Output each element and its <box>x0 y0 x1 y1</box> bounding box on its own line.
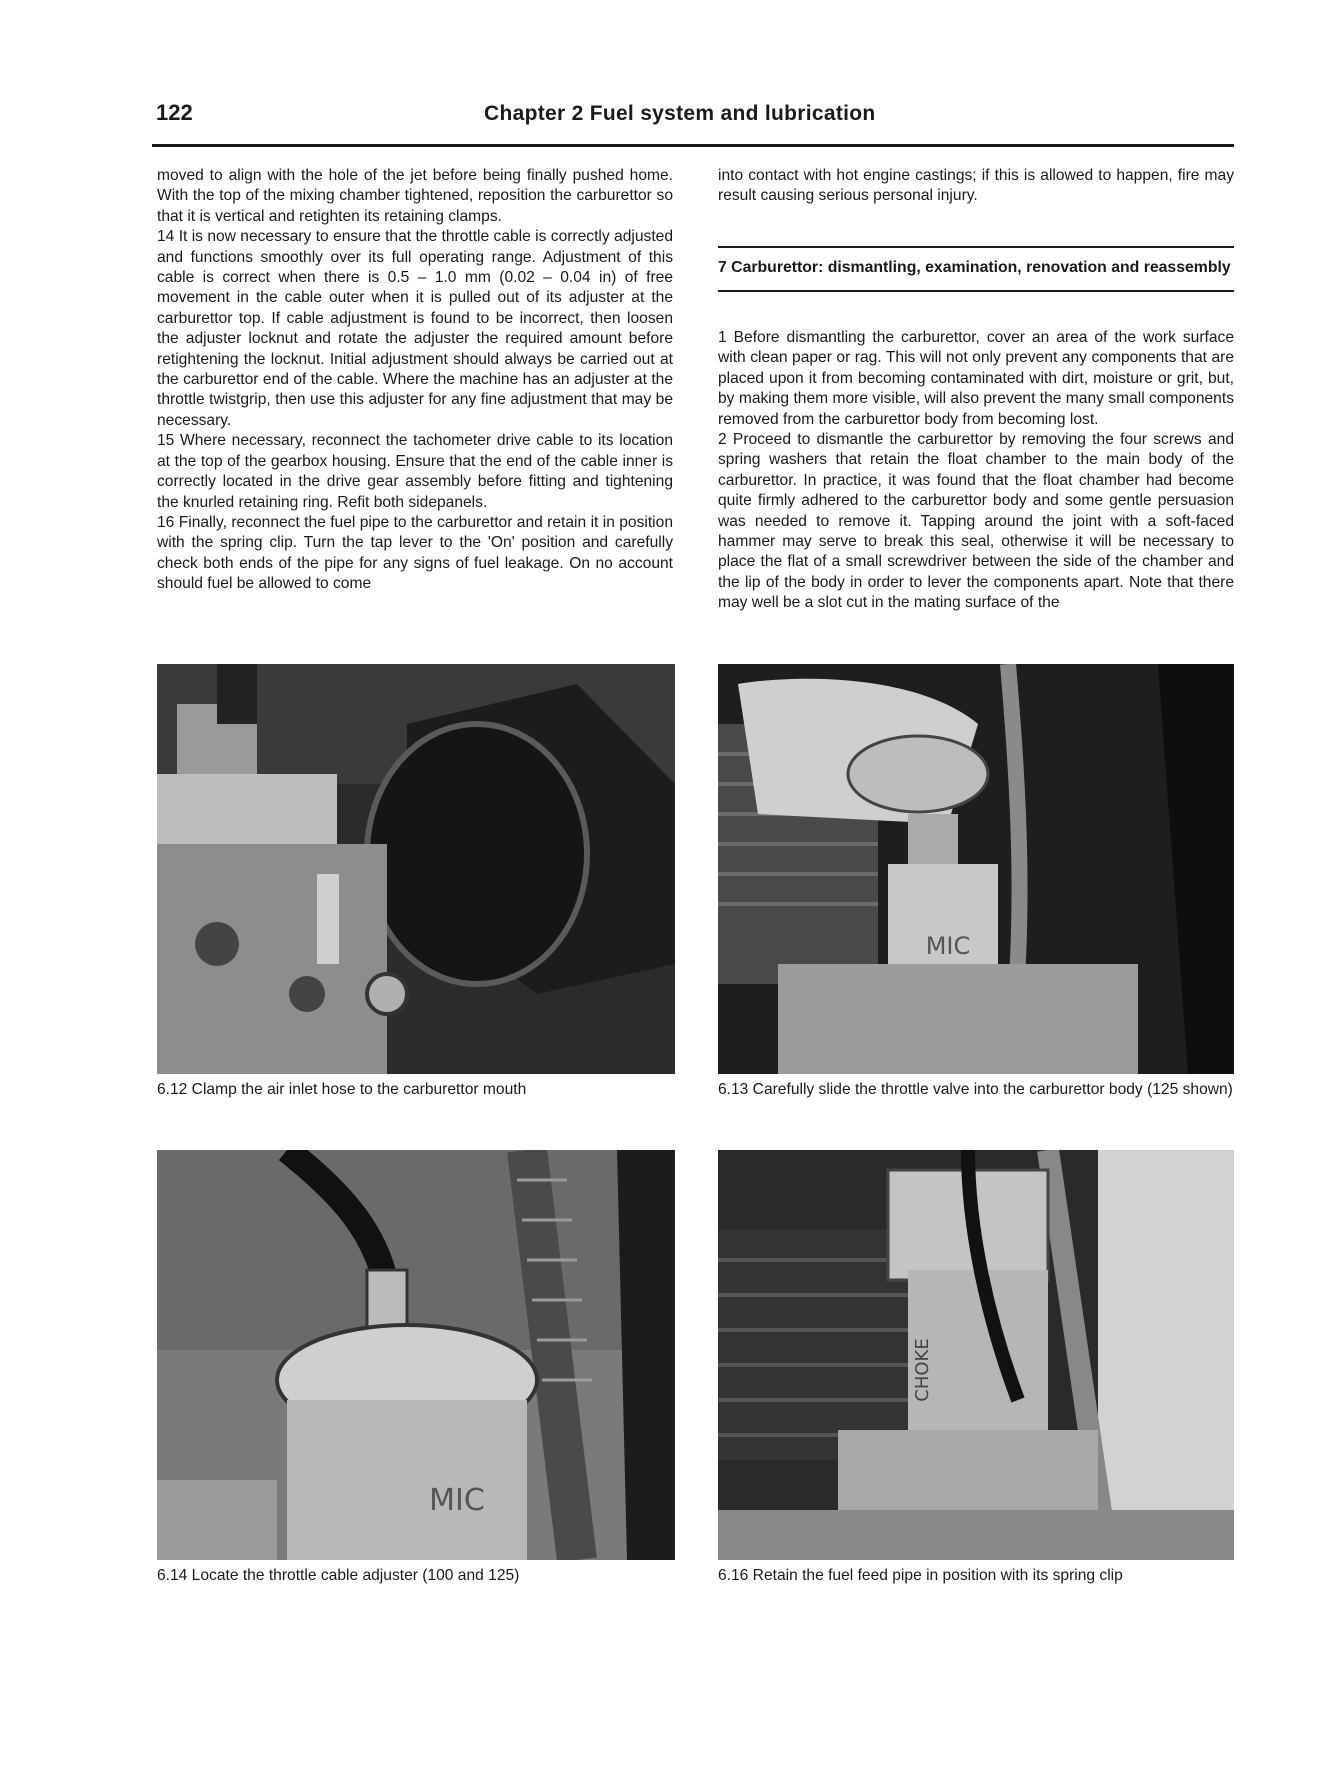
section-title: 7 Carburettor: dismantling, examination, renovation and reassembly <box>718 259 1231 276</box>
choke-mark: CHOKE <box>912 1338 933 1402</box>
right-text-intro <box>718 166 1234 207</box>
page-number: 122 <box>156 100 193 125</box>
figure-caption: 6.13 Carefully slide the throttle valve into the carburettor body (125 shown) <box>718 1081 1233 1098</box>
body-paragraph: 15 Where necessary, reconnect the tachometer drive cable to its location at the top of the gearbox housing. Ensure that the end of the cable inner is correctly located in the drive gear assembly before fitting and tightening the knurled retaining ring. Refit both sidepanels. <box>157 432 673 511</box>
body-paragraph: 1 Before dismantling the carburettor, cover an area of the work surface with clean paper or rag. This will not only prevent any components that are placed upon it from becoming contaminated with dirt, moisture or grit, but, by making them more visible, will also prevent the many small components removed from the carburettor body from becoming lost. <box>718 329 1234 428</box>
section-heading <box>718 246 1234 292</box>
body-paragraph: 14 It is now necessary to ensure that the throttle cable is correctly adjusted and functions smoothly over its full operating range. Adjustment of this cable is correct when there is 0.5 – 1.0 mm (0.02 – 0.04 in) of free movement in the cable outer when it is pulled out of its adjuster at the carburettor top. If cable adjustment is found to be incorrect, then loosen the adjuster locknut and rotate the adjuster the required amount before retightening the locknut. Initial adjustment should always be carried out at the carburettor end of the cable. Where the machine has an adjuster at the throttle twistgrip, then use this adjuster for any fine adjustment that may be necessary. <box>157 228 673 429</box>
left-text-column <box>157 166 673 656</box>
photo-throttle-valve <box>718 664 1234 1074</box>
figure-caption: 6.12 Clamp the air inlet hose to the carburettor mouth <box>157 1081 527 1098</box>
figure-caption: 6.16 Retain the fuel feed pipe in position with its spring clip <box>718 1567 1123 1584</box>
mic-mark: MIC <box>429 1483 485 1518</box>
header-rule <box>152 144 1234 147</box>
body-paragraph: 2 Proceed to dismantle the carburettor by removing the four screws and spring washers that retain the float chamber to the main body of the carburettor. In practice, it was found that the float chamber had become quite firmly adhered to the carburettor body and some gentle persuasion was needed to remove it. Tapping around the joint with a soft-faced hammer may serve to break this seal, otherwise it will be necessary to place the flat of a small screwdriver between the side of the chamber and the lip of the body in order to lever the components apart. Note that there may well be a slot cut in the mating surface of the <box>718 431 1234 612</box>
right-text-column <box>718 328 1234 614</box>
photo-fuel-feed-pipe <box>718 1150 1234 1560</box>
body-paragraph: moved to align with the hole of the jet before being finally pushed home. With the top of the mixing chamber tightened, reposition the carburettor so that it is vertical and retighten its retaining clamps. <box>157 167 673 225</box>
photo-carburettor-air-inlet <box>157 664 675 1074</box>
body-paragraph: into contact with hot engine castings; if this is allowed to happen, fire may result causing serious personal injury. <box>718 167 1234 205</box>
mic-mark: MIC <box>925 932 971 960</box>
body-paragraph: 16 Finally, reconnect the fuel pipe to the carburettor and retain it in position with the spring clip. Turn the tap lever to the 'On' position and carefully check both ends of the pipe for any signs of fuel leakage. On no account should fuel be allowed to come <box>157 513 673 593</box>
photo-throttle-cable-adjuster <box>157 1150 675 1560</box>
chapter-title: Chapter 2 Fuel system and lubrication <box>484 102 876 125</box>
figure-caption: 6.14 Locate the throttle cable adjuster (100 and 125) <box>157 1567 520 1584</box>
section-rule-bottom <box>718 290 1234 292</box>
